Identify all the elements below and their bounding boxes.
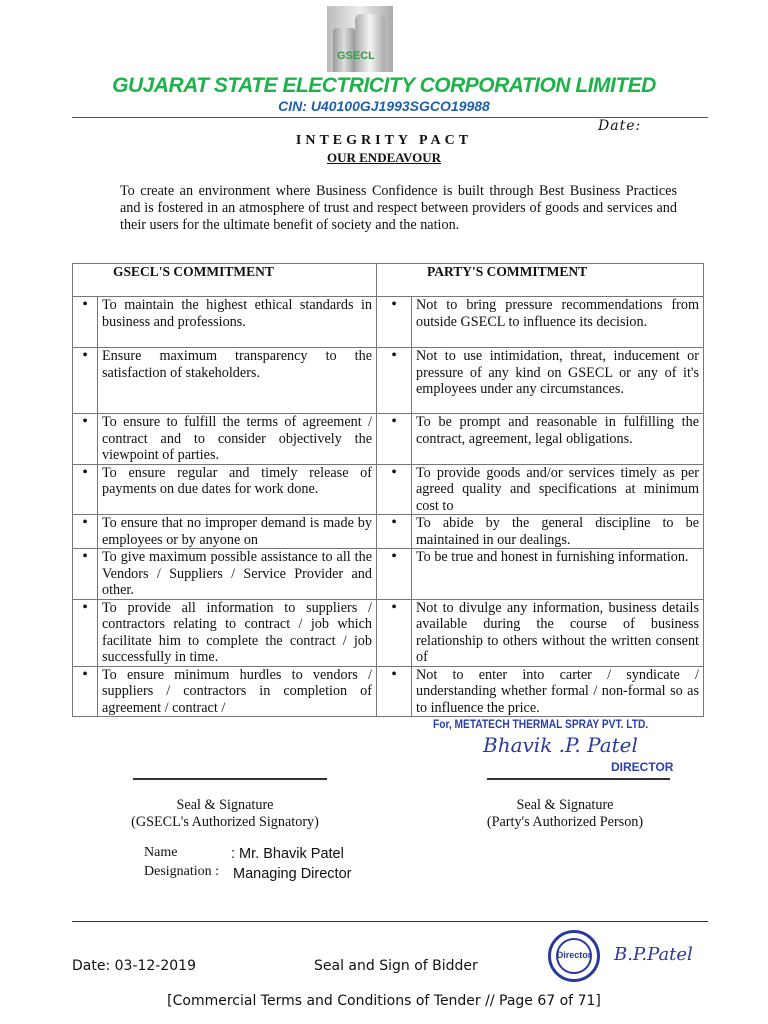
- bullet: •: [73, 666, 98, 717]
- gsecl-commitment-text: To ensure that no improper demand is made by employees or by anyone on: [102, 515, 372, 548]
- bullet: •: [377, 515, 412, 549]
- designation-label: Designation :: [144, 864, 220, 879]
- gsecl-seal-label: Seal & Signature: [176, 797, 274, 813]
- party-commitment-cell: [412, 348, 704, 414]
- page-subtitle: OUR ENDEAVOUR: [327, 150, 441, 165]
- intro-paragraph: To create an environment where Business Confidence is built through Best Business Practices and is fostered in an atmosphere of trust and respect between providers of goods and services and their users for the ultimate benefit of society and the nation.: [120, 183, 677, 233]
- party-commitment-text: Not to bring pressure recommendations from outside GSECL to influence its decision.: [416, 297, 699, 330]
- party-commitment-cell: [412, 414, 704, 465]
- gsecl-commitment-header: GSECL'S COMMITMENT: [73, 264, 377, 297]
- table-row: [73, 414, 704, 465]
- page-title: INTEGRITY PACT: [295, 133, 473, 148]
- bullet: •: [73, 515, 98, 549]
- gsecl-commitment-text: To give maximum possible assistance to all the Vendors / Suppliers / Service Provider and other.: [102, 549, 372, 598]
- table-row: [73, 666, 704, 717]
- gsecl-commitment-text: To maintain the highest ethical standards in business and professions.: [102, 297, 372, 330]
- table-row: [73, 348, 704, 414]
- page-note: [Commercial Terms and Conditions of Tender // Page 67 of 71]: [167, 993, 601, 1009]
- table-header-row: [73, 264, 704, 297]
- director-signature: Bhavik .P. Patel: [483, 733, 638, 757]
- gsecl-commitment-text: To ensure regular and timely release of payments on due dates for work done.: [102, 464, 372, 497]
- company-name: GUJARAT STATE ELECTRICITY CORPORATION LIMITED: [112, 74, 656, 97]
- party-commitment-text: To be true and honest in furnishing information.: [416, 549, 689, 565]
- name-label: Name: [144, 845, 178, 860]
- bullet: •: [73, 414, 98, 465]
- name-value: : Mr. Bhavik Patel: [231, 846, 344, 862]
- cin-number: CIN: U40100GJ1993SGCO19988: [278, 98, 490, 114]
- gsecl-commitment-cell: [98, 414, 377, 465]
- party-signatory-label: (Party's Authorized Person): [486, 814, 644, 830]
- gsecl-commitment-cell: [98, 515, 377, 549]
- table-row: [73, 515, 704, 549]
- gsecl-commitment-cell: [98, 297, 377, 348]
- gsecl-logo: GSECL: [327, 6, 393, 72]
- party-seal-label: Seal & Signature: [516, 797, 614, 813]
- table-row: [73, 464, 704, 515]
- bullet: •: [73, 348, 98, 414]
- gsecl-commitment-cell: [98, 666, 377, 717]
- bullet: •: [377, 549, 412, 600]
- gsecl-commitment-cell: [98, 549, 377, 600]
- footer-date: Date: 03-12-2019: [72, 958, 196, 974]
- commitment-table: [72, 263, 704, 717]
- bullet: •: [73, 297, 98, 348]
- stamp-role: DIRECTOR: [611, 760, 674, 774]
- party-commitment-cell: [412, 464, 704, 515]
- gsecl-commitment-text: To ensure minimum hurdles to vendors / suppliers / contractors in completion of agreement / contract /: [102, 666, 372, 716]
- gsecl-signature-line: [133, 778, 327, 780]
- gsecl-signatory-label: (GSECL's Authorized Signatory): [131, 814, 319, 830]
- party-commitment-text: To be prompt and reasonable in fulfilling the contract, agreement, legal obligations.: [416, 414, 699, 447]
- gsecl-commitment-cell: [98, 599, 377, 666]
- bullet: •: [377, 348, 412, 414]
- party-commitment-text: Not to use intimidation, threat, inducement or pressure of any kind on GSECL or any of it's employees under any circumstances.: [416, 348, 699, 397]
- party-commitment-text: To provide goods and/or services timely as per agreed quality and specifications at minimum cost to: [416, 464, 699, 514]
- bullet: •: [377, 599, 412, 666]
- bullet: •: [377, 414, 412, 465]
- party-commitment-text: To abide by the general discipline to be maintained in our dealings.: [416, 515, 699, 548]
- party-commitment-text: Not to enter into carter / syndicate / understanding whether formal / non-formal so as to influence the price.: [416, 666, 699, 716]
- party-commitment-header: PARTY'S COMMITMENT: [377, 264, 704, 297]
- party-commitment-text: Not to divulge any information, business details available during the course of business relationship to others without the written consent of: [416, 599, 699, 665]
- bullet: •: [73, 464, 98, 515]
- gsecl-commitment-text: Ensure maximum transparency to the satisfaction of stakeholders.: [102, 348, 372, 381]
- gsecl-commitment-text: To ensure to fulfill the terms of agreement / contract and to consider objectively the viewpoint of parties.: [102, 414, 372, 463]
- table-row: [73, 297, 704, 348]
- party-signature-line: [487, 778, 670, 780]
- party-signature-block: [420, 797, 710, 831]
- bullet: •: [377, 666, 412, 717]
- party-commitment-cell: [412, 666, 704, 717]
- party-commitment-cell: [412, 549, 704, 600]
- table-row: [73, 549, 704, 600]
- party-commitment-cell: [412, 599, 704, 666]
- gsecl-commitment-cell: [98, 464, 377, 515]
- date-label: Date:: [598, 118, 642, 134]
- bullet: •: [377, 464, 412, 515]
- party-commitment-cell: [412, 297, 704, 348]
- seal-sign-label: Seal and Sign of Bidder: [314, 958, 478, 974]
- gsecl-commitment-cell: [98, 348, 377, 414]
- bullet: •: [377, 297, 412, 348]
- bullet: •: [73, 599, 98, 666]
- gsecl-commitment-text: To provide all information to suppliers / contractors relating to contract / job which facilitate him to complete the contract / job successfully in time.: [102, 599, 372, 665]
- table-row: [73, 599, 704, 666]
- bullet: •: [73, 549, 98, 600]
- company-seal: Director: [548, 930, 600, 982]
- designation-value: Managing Director: [233, 866, 352, 882]
- bidder-signature: B.P.Patel: [614, 944, 693, 965]
- party-commitment-cell: [412, 515, 704, 549]
- gsecl-signature-block: [80, 797, 370, 831]
- footer-divider: [72, 921, 708, 922]
- stamp-company: For, METATECH THERMAL SPRAY PVT. LTD.: [433, 717, 649, 731]
